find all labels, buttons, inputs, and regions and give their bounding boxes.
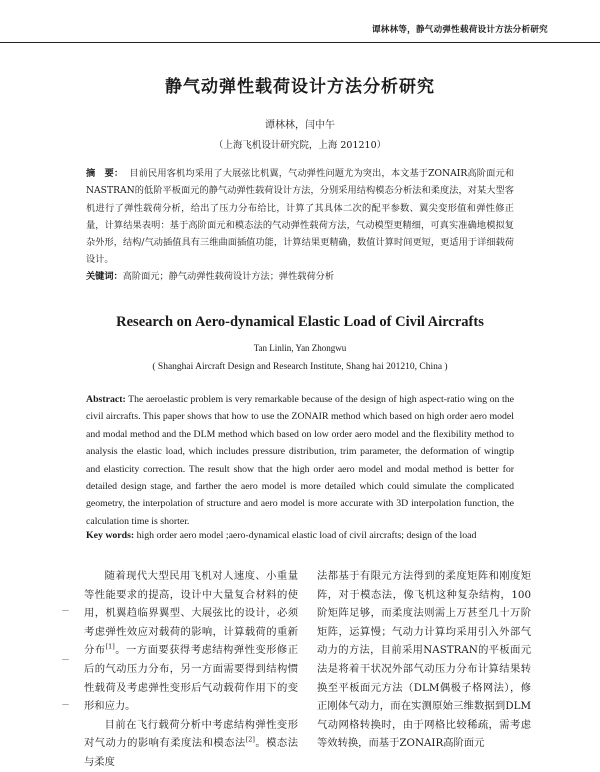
body-text: 法都基于有限元方法得到的柔度矩阵和刚度矩阵，对于模态法，像飞机这种复杂结构，100阶矩阵足够，而柔度法则需上万甚至几十万阶矩阵，运算慢；气动力计算均采用引入外部气动力的方法，目前采用NASTRAN的平板面元法是将着干状况外部气动压力分布计算结果转换至平板面元方法（DLM偶极子格网法），修正刚体气动力，而在实测原始三维数据到DLM气动网格转换时，由于网格比较稀疏，需考虑等效转换，而基于ZONAIR高阶面元: [317, 570, 531, 750]
abstract-cn: [86, 165, 514, 269]
abstract-cn-text: 目前民用客机均采用了大展弦比机翼，气动弹性问题尤为突出，本文基于ZONAIR高阶面元和NASTRAN的低阶平板面元的静气动弹性载荷设计方法，分别采用结构模态分析法和柔度法，对某大型客机进行了弹性载荷分析，给出了压力分布给比，计算了其具体二次的配平参数、翼尖变形值和弹性修正量，计算结果表明：基于高阶面元和模态法的气动弹性载荷方法，气动模型更精细，可真实准确地模拟复杂外形，结构/气动插值具有三维曲面插值功能，计算结果更精确，数值计算时间更短，更适用于详细载荷设计。: [86, 168, 515, 266]
paper-title-en: Research on Aero-dynamical Elastic Load of Civil Aircrafts: [116, 314, 484, 330]
authors-cn: 谭林林，闫中午: [265, 120, 335, 131]
body-paragraph: [84, 716, 298, 772]
paper-title-cn: 静气动弹性载荷设计方法分析研究: [165, 77, 435, 97]
abstract-en-label: Abstract:: [86, 394, 126, 405]
body-column-left: [84, 567, 298, 772]
running-header-text: 谭林林等，静气动弹性载荷设计方法分析研究: [371, 25, 548, 35]
abstract-cn-label: 摘 要：: [86, 168, 124, 179]
body-text: 目前在飞行载荷分析中考虑结构弹性变形对气动力的影响有柔度法和模态法: [84, 718, 298, 750]
abstract-en: [86, 391, 514, 530]
body-text: 。一方面要获得考虑结构弹性变形修正后的气动压力分布，另一方面需要得到结构惯性载荷及考虑弹性变形后气动载荷作用下的变形和应力。: [84, 644, 299, 713]
citation-ref: [1]: [105, 642, 115, 651]
abstract-en-text: The aeroelastic problem is very remarkable because of the design of high aspect-ratio wing on the civil aircrafts. This paper shows that how to use the ZONAIR method which based on high order aero model and modal method and the DLM method which based on low order aero model and the flexibility method to analysis the elastic load, which includes pressure distribution, trim parameter, the deformation of wingtip and elasticity correction. The result show that the high order aero model and modal method is better for detailed design stage, and farther the aero model is more detailed which could simulate the complicated geometry, the interpolation of structure and aero model is more accurate with 3D interpolation function, the calculation time is shorter.: [86, 394, 515, 527]
margin-mark: —: [62, 606, 69, 614]
keywords-en-text: high order aero model ;aero-dynamical elastic load of civil aircrafts; design of the load: [136, 530, 477, 541]
keywords-en: [86, 527, 514, 544]
affiliation-cn: （上海飞机设计研究院，上海 201210）: [213, 140, 387, 151]
authors-en: Tan Linlin, Yan Zhongwu: [253, 343, 347, 353]
keywords-en-label: Key words:: [86, 530, 135, 541]
body-column-right: [317, 567, 531, 753]
body-paragraph: [84, 567, 298, 716]
keywords-cn: [86, 268, 514, 285]
keywords-cn-text: 高阶面元；静气动弹性载荷设计方法；弹性载荷分析: [122, 271, 335, 282]
running-header: [0, 20, 600, 43]
affiliation-en: ( Shanghai Aircraft Design and Research Institute, Shang hai 201210, China ): [152, 362, 448, 372]
body-text: 随着现代大型民用飞机对人速度、小重量等性能要求的提高，设计中大量复合材料的使用，机翼趋临界翼型、大展弦比的设计，必须考虑弹性效应对载荷的影响，计算载荷的重新分布: [84, 570, 298, 657]
citation-ref: [2]: [245, 735, 255, 744]
body-paragraph: [317, 567, 531, 753]
margin-mark: —: [62, 700, 69, 708]
margin-mark: —: [62, 655, 69, 663]
body-text: 。模态法与柔度: [84, 737, 299, 768]
keywords-cn-label: 关键词：: [86, 271, 123, 282]
